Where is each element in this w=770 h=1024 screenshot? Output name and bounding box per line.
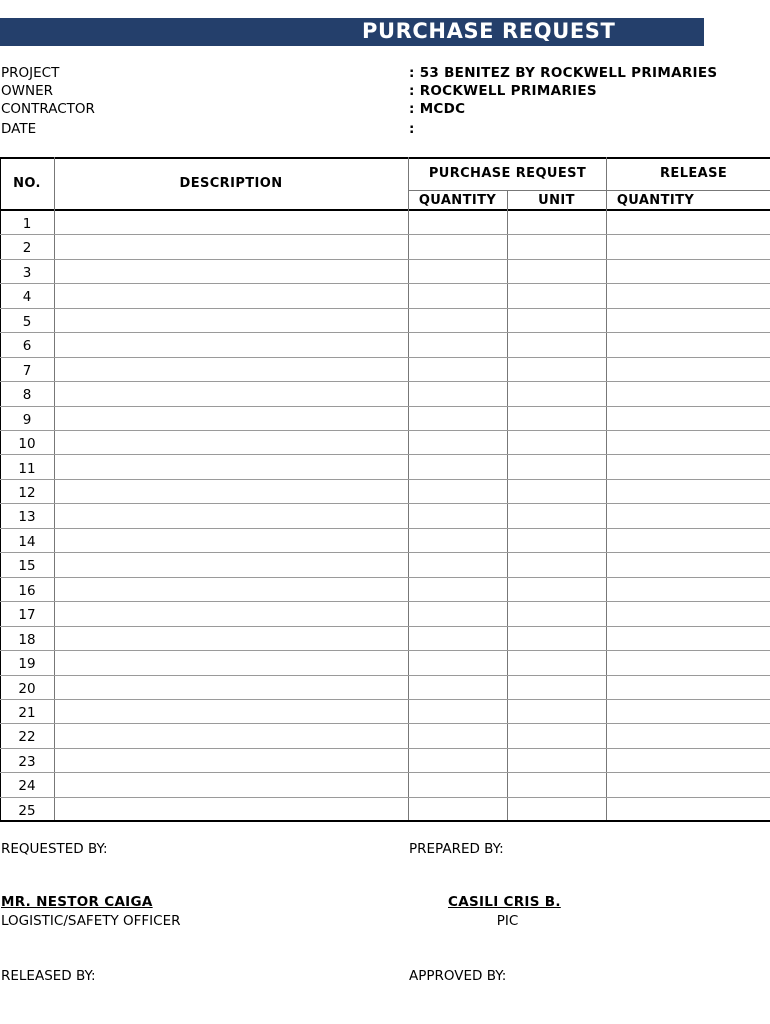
row-number: 15 [18, 558, 36, 575]
description-cell[interactable] [55, 724, 408, 747]
table-row [0, 235, 770, 259]
description-cell[interactable] [55, 382, 408, 405]
description-cell[interactable] [55, 602, 408, 625]
unit-cell[interactable] [508, 627, 606, 650]
release-quantity-cell[interactable] [607, 333, 770, 356]
table-row [0, 260, 770, 284]
unit-cell[interactable] [508, 553, 606, 576]
table-row [0, 773, 770, 797]
table-row [0, 480, 770, 504]
row-number: 19 [18, 656, 36, 673]
row-number: 20 [18, 680, 36, 697]
contractor-value: : MCDC [409, 101, 466, 117]
table-row [0, 382, 770, 406]
owner-label: OWNER [1, 83, 53, 99]
requester-name: MR. NESTOR CAIGA [1, 894, 153, 910]
row-number: 10 [18, 436, 36, 453]
row-number: 8 [22, 387, 32, 404]
row-number: 9 [22, 411, 32, 428]
column-group-purchase-request: PURCHASE REQUEST [428, 166, 587, 181]
release-quantity-cell[interactable] [607, 529, 770, 552]
description-cell[interactable] [55, 529, 408, 552]
description-cell[interactable] [55, 456, 408, 479]
table-row [0, 700, 770, 724]
release-quantity-cell[interactable] [607, 724, 770, 747]
description-cell[interactable] [55, 578, 408, 601]
row-number: 18 [18, 631, 36, 648]
project-value: : 53 BENITEZ BY ROCKWELL PRIMARIES [409, 65, 718, 81]
quantity-cell[interactable] [409, 480, 507, 503]
description-cell[interactable] [55, 211, 408, 234]
unit-cell[interactable] [508, 456, 606, 479]
release-quantity-cell[interactable] [607, 235, 770, 258]
unit-cell[interactable] [508, 578, 606, 601]
quantity-cell[interactable] [409, 700, 507, 723]
table-row [0, 724, 770, 748]
row-number: 14 [18, 533, 36, 550]
quantity-cell[interactable] [409, 333, 507, 356]
release-quantity-cell[interactable] [607, 284, 770, 307]
quantity-cell[interactable] [409, 211, 507, 234]
unit-cell[interactable] [508, 798, 606, 821]
unit-cell[interactable] [508, 382, 606, 405]
table-row [0, 676, 770, 700]
row-number: 17 [18, 607, 36, 624]
quantity-cell[interactable] [409, 553, 507, 576]
description-cell[interactable] [55, 700, 408, 723]
contractor-label: CONTRACTOR [1, 101, 95, 117]
table-row [0, 749, 770, 773]
unit-cell[interactable] [508, 235, 606, 258]
row-number: 2 [22, 240, 32, 257]
description-cell[interactable] [55, 407, 408, 430]
unit-cell[interactable] [508, 700, 606, 723]
release-quantity-cell[interactable] [607, 358, 770, 381]
quantity-cell[interactable] [409, 724, 507, 747]
unit-cell[interactable] [508, 651, 606, 674]
description-cell[interactable] [55, 358, 408, 381]
table-top-border [0, 157, 770, 159]
release-quantity-cell[interactable] [607, 578, 770, 601]
release-quantity-cell[interactable] [607, 431, 770, 454]
table-row [0, 529, 770, 553]
quantity-cell[interactable] [409, 602, 507, 625]
release-quantity-cell[interactable] [607, 309, 770, 332]
release-quantity-cell[interactable] [607, 676, 770, 699]
table-row [0, 358, 770, 382]
quantity-cell[interactable] [409, 235, 507, 258]
column-header-release-quantity: QUANTITY [616, 193, 695, 208]
unit-cell[interactable] [508, 431, 606, 454]
row-number: 11 [18, 460, 36, 477]
release-quantity-cell[interactable] [607, 627, 770, 650]
column-header-unit: UNIT [538, 193, 575, 208]
table-bottom-border [0, 820, 770, 822]
column-header-no: NO. [13, 176, 41, 191]
unit-cell[interactable] [508, 309, 606, 332]
table-row [0, 333, 770, 357]
quantity-cell[interactable] [409, 309, 507, 332]
quantity-cell[interactable] [409, 456, 507, 479]
quantity-cell[interactable] [409, 260, 507, 283]
table-row [0, 284, 770, 308]
project-label: PROJECT [1, 65, 60, 81]
description-cell[interactable] [55, 651, 408, 674]
release-quantity-cell[interactable] [607, 407, 770, 430]
preparer-title: PIC [496, 913, 519, 929]
quantity-cell[interactable] [409, 749, 507, 772]
table-row [0, 578, 770, 602]
unit-cell[interactable] [508, 358, 606, 381]
quantity-cell[interactable] [409, 773, 507, 796]
quantity-cell[interactable] [409, 382, 507, 405]
row-number: 21 [18, 705, 36, 721]
description-cell[interactable] [55, 480, 408, 503]
quantity-cell[interactable] [409, 284, 507, 307]
description-cell[interactable] [55, 773, 408, 796]
row-number: 7 [22, 362, 32, 379]
quantity-cell[interactable] [409, 431, 507, 454]
quantity-cell[interactable] [409, 627, 507, 650]
description-cell[interactable] [55, 676, 408, 699]
description-cell[interactable] [55, 260, 408, 283]
table-row [0, 651, 770, 675]
table-row [0, 602, 770, 626]
unit-cell[interactable] [508, 480, 606, 503]
unit-cell[interactable] [508, 773, 606, 796]
description-cell[interactable] [55, 284, 408, 307]
requested-by-label: REQUESTED BY: [1, 841, 108, 857]
header-group-divider [408, 190, 770, 191]
release-quantity-cell[interactable] [607, 456, 770, 479]
release-quantity-cell[interactable] [607, 553, 770, 576]
table-row [0, 798, 770, 822]
release-quantity-cell[interactable] [607, 798, 770, 821]
description-cell[interactable] [55, 333, 408, 356]
table-row [0, 309, 770, 333]
unit-cell[interactable] [508, 333, 606, 356]
unit-cell[interactable] [508, 676, 606, 699]
release-quantity-cell[interactable] [607, 211, 770, 234]
quantity-cell[interactable] [409, 798, 507, 821]
release-quantity-cell[interactable] [607, 382, 770, 405]
row-number: 12 [18, 484, 36, 501]
column-header-description: DESCRIPTION [179, 176, 283, 191]
release-quantity-cell[interactable] [607, 700, 770, 723]
description-cell[interactable] [55, 553, 408, 576]
requester-title: LOGISTIC/SAFETY OFFICER [1, 913, 181, 929]
table-row [0, 456, 770, 480]
row-number: 22 [18, 729, 36, 746]
column-header-quantity: QUANTITY [418, 193, 497, 208]
row-number: 4 [22, 289, 32, 306]
row-number: 1 [22, 216, 32, 232]
table-row [0, 627, 770, 651]
quantity-cell[interactable] [409, 651, 507, 674]
date-value: : [409, 121, 415, 137]
description-cell[interactable] [55, 798, 408, 821]
row-number: 16 [18, 582, 36, 599]
release-quantity-cell[interactable] [607, 504, 770, 527]
released-by-label: RELEASED BY: [1, 968, 96, 984]
prepared-by-label: PREPARED BY: [409, 841, 504, 857]
approved-by-label: APPROVED BY: [409, 968, 507, 984]
title-bar [0, 18, 704, 46]
release-quantity-cell[interactable] [607, 773, 770, 796]
release-quantity-cell[interactable] [607, 480, 770, 503]
row-number: 13 [18, 509, 36, 526]
table-row [0, 211, 770, 235]
unit-cell[interactable] [508, 529, 606, 552]
description-cell[interactable] [55, 749, 408, 772]
unit-cell[interactable] [508, 724, 606, 747]
quantity-cell[interactable] [409, 578, 507, 601]
row-number: 5 [22, 313, 32, 330]
date-label: DATE [1, 121, 37, 137]
description-cell[interactable] [55, 504, 408, 527]
table-row [0, 504, 770, 528]
description-cell[interactable] [55, 627, 408, 650]
description-cell[interactable] [55, 431, 408, 454]
row-number: 23 [18, 753, 36, 770]
owner-value: : ROCKWELL PRIMARIES [409, 83, 597, 99]
row-number: 6 [22, 338, 32, 355]
quantity-cell[interactable] [409, 676, 507, 699]
table-row [0, 553, 770, 577]
quantity-cell[interactable] [409, 358, 507, 381]
quantity-cell[interactable] [409, 529, 507, 552]
release-quantity-cell[interactable] [607, 651, 770, 674]
preparer-name: CASILI CRIS B. [448, 894, 561, 910]
quantity-cell[interactable] [409, 504, 507, 527]
row-number: 24 [18, 778, 36, 795]
unit-cell[interactable] [508, 504, 606, 527]
row-number: 3 [22, 264, 32, 281]
release-quantity-cell[interactable] [607, 749, 770, 772]
quantity-cell[interactable] [409, 407, 507, 430]
page-title: PURCHASE REQUEST [362, 19, 616, 43]
release-quantity-cell[interactable] [607, 602, 770, 625]
release-quantity-cell[interactable] [607, 260, 770, 283]
unit-cell[interactable] [508, 407, 606, 430]
unit-cell[interactable] [508, 284, 606, 307]
description-cell[interactable] [55, 309, 408, 332]
unit-cell[interactable] [508, 211, 606, 234]
unit-cell[interactable] [508, 260, 606, 283]
unit-cell[interactable] [508, 749, 606, 772]
unit-cell[interactable] [508, 602, 606, 625]
column-group-release: RELEASE [660, 166, 728, 181]
table-row [0, 431, 770, 455]
description-cell[interactable] [55, 235, 408, 258]
table-row [0, 407, 770, 431]
row-number: 25 [18, 802, 36, 819]
